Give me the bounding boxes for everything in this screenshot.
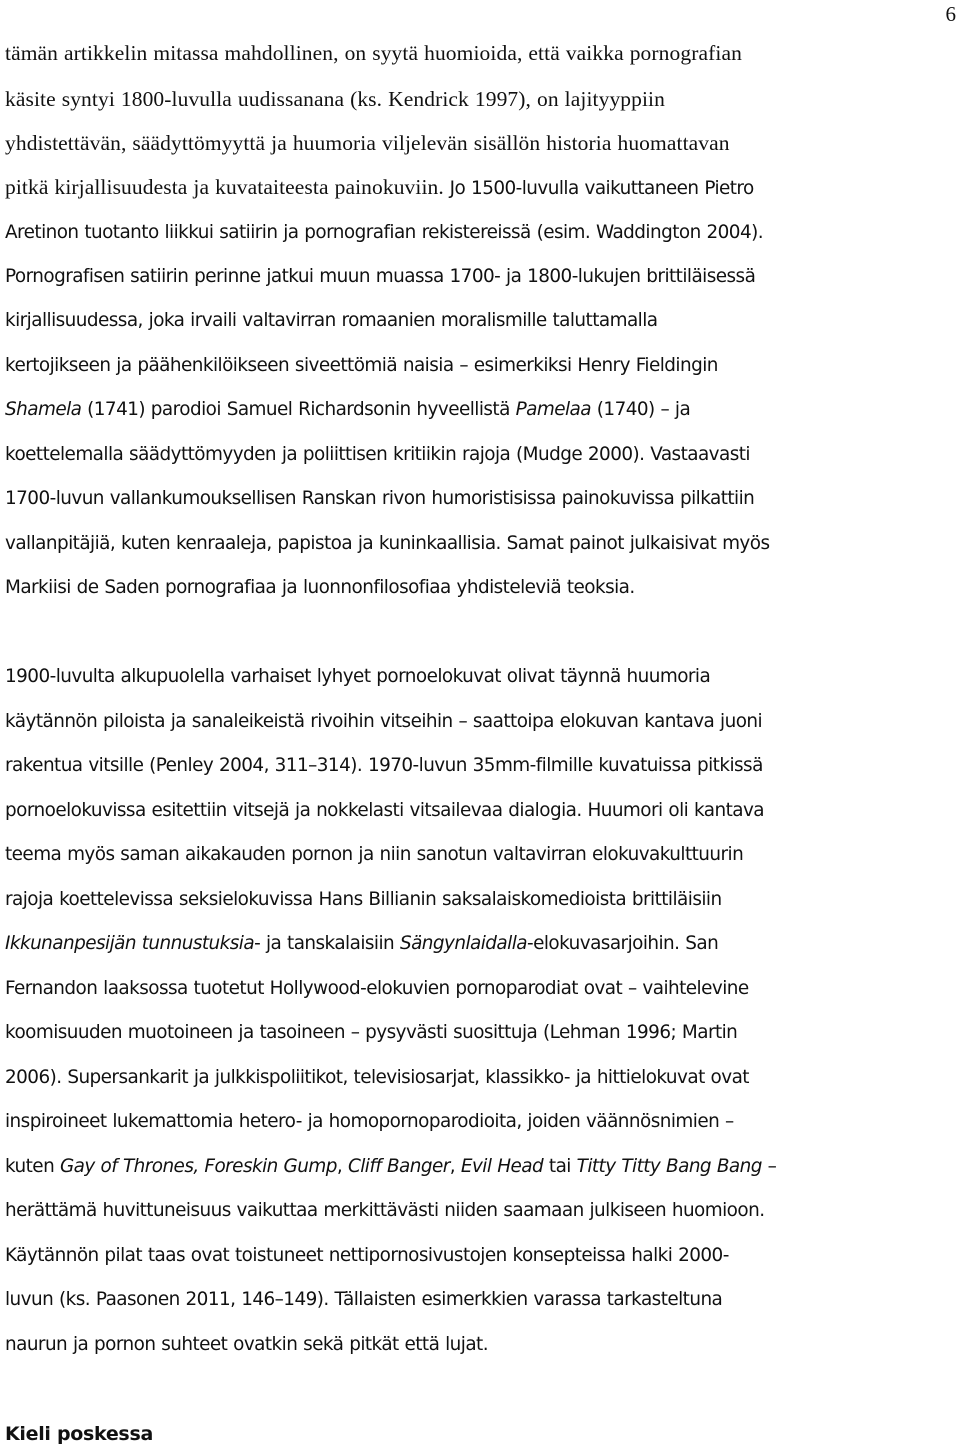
- text-line: herättämä huvittuneisuus vaikuttaa merkittävästi niiden saamaan julkiseen huomioon.: [5, 1200, 765, 1221]
- text-line: luvun (ks. Paasonen 2011, 146–149). Tällaisten esimerkkien varassa tarkasteltuna: [5, 1289, 723, 1310]
- film-title: Evil Head: [460, 1156, 544, 1177]
- text-line: Aretinon tuotanto liikkui satiirin ja pornografian rekistereissä (esim. Waddington 2004).: [5, 222, 764, 243]
- text-line: 1700-luvun vallankumouksellisen Ranskan rivon humoristisissa painokuvissa pilkattiin: [5, 488, 755, 509]
- text-line: [5, 929, 718, 959]
- text-line: kirjallisuudessa, joka irvaili valtavirran romaanien moralismille taluttamalla: [5, 310, 658, 331]
- page-number: 6: [945, 2, 956, 26]
- text-segment: pitkä kirjallisuudesta ja kuvataiteesta painokuviin.: [5, 175, 444, 199]
- section-heading: Kieli poskessa: [5, 1423, 153, 1445]
- text-line: inspiroineet lukemattomia hetero- ja homopornoparodioita, joiden väännösnimien –: [5, 1111, 734, 1132]
- text-segment: (1741) parodioi Samuel Richardsonin hyveellistä: [81, 399, 516, 420]
- text-line: [5, 1152, 776, 1182]
- film-title: Sängynlaidalla: [399, 933, 527, 954]
- film-title: Titty Titty Bang Bang: [576, 1156, 762, 1177]
- text-line: yhdistettävän, säädyttömyyttä ja huumoria viljelevän sisällön historia huomattavan: [5, 131, 730, 155]
- text-line: tämän artikkelin mitassa mahdollinen, on syytä huomioida, että vaikka pornografian: [5, 41, 742, 65]
- text-line: kertojikseen ja päähenkilöikseen siveettömiä naisia – esimerkiksi Henry Fieldingin: [5, 355, 718, 376]
- text-segment: - ja tanskalaisiin: [254, 933, 400, 954]
- text-segment: Jo 1500-luvulla vaikuttaneen Pietro: [443, 178, 754, 199]
- text-line: rakentua vitsille (Penley 2004, 311–314). 1970-luvun 35mm-filmille kuvatuissa pitkissä: [5, 755, 763, 776]
- film-title: Gay of Thrones, Foreskin Gump: [59, 1156, 337, 1177]
- text-line: pornoelokuvissa esitettiin vitsejä ja nokkelasti vitsailevaa dialogia. Huumori oli kantava: [5, 800, 765, 821]
- text-line: teema myös saman aikakauden pornon ja niin sanotun valtavirran elokuvakulttuurin: [5, 844, 744, 865]
- text-line: naurun ja pornon suhteet ovatkin sekä pitkät että lujat.: [5, 1334, 489, 1355]
- text-line: vallanpitäjiä, kuten kenraaleja, papistoa ja kuninkaallisia. Samat painot julkaisivat myös: [5, 533, 770, 554]
- film-title: Cliff Banger: [347, 1156, 450, 1177]
- film-title: Ikkunanpesijän tunnustuksia: [5, 933, 255, 954]
- text-line: käsite syntyi 1800-luvulla uudissanana (ks. Kendrick 1997), on lajityyppiin: [5, 87, 665, 111]
- text-line: rajoja koettelevissa seksielokuvissa Hans Billianin saksalaiskomedioista brittiläisiin: [5, 889, 722, 910]
- book-title: Shamela: [5, 399, 82, 420]
- text-segment: –: [761, 1156, 777, 1177]
- text-segment: kuten: [5, 1156, 60, 1177]
- text-segment: (1740) – ja: [591, 399, 691, 420]
- text-line: [5, 395, 690, 425]
- text-line: Pornografisen satiirin perinne jatkui muun muassa 1700- ja 1800-lukujen brittiläisessä: [5, 266, 756, 287]
- text-line: Fernandon laaksossa tuotetut Hollywood-elokuvien pornoparodiat ovat – vaihtelevine: [5, 978, 749, 999]
- text-line: 2006). Supersankarit ja julkkispoliitikot, televisiosarjat, klassikko- ja hittielokuvat ovat: [5, 1067, 749, 1088]
- text-line: [5, 172, 754, 204]
- text-segment: ,: [449, 1156, 461, 1177]
- text-line: 1900-luvulta alkupuolella varhaiset lyhyet pornoelokuvat olivat täynnä huumoria: [5, 666, 711, 687]
- book-title: Pamelaa: [515, 399, 591, 420]
- text-line: Käytännön pilat taas ovat toistuneet nettipornosivustojen konsepteissa halki 2000-: [5, 1245, 729, 1266]
- text-segment: -elokuvasarjoihin. San: [527, 933, 719, 954]
- text-line: Markiisi de Saden pornografiaa ja luonnonfilosofiaa yhdisteleviä teoksia.: [5, 577, 635, 598]
- text-segment: tai: [543, 1156, 577, 1177]
- text-segment: ,: [336, 1156, 348, 1177]
- text-line: käytännön piloista ja sanaleikeistä rivoihin vitseihin – saattoipa elokuvan kantava juoni: [5, 711, 763, 732]
- text-line: koettelemalla säädyttömyyden ja poliittisen kritiikin rajoja (Mudge 2000). Vastaavasti: [5, 444, 750, 465]
- text-line: koomisuuden muotoineen ja tasoineen – pysyvästi suosittuja (Lehman 1996; Martin: [5, 1022, 738, 1043]
